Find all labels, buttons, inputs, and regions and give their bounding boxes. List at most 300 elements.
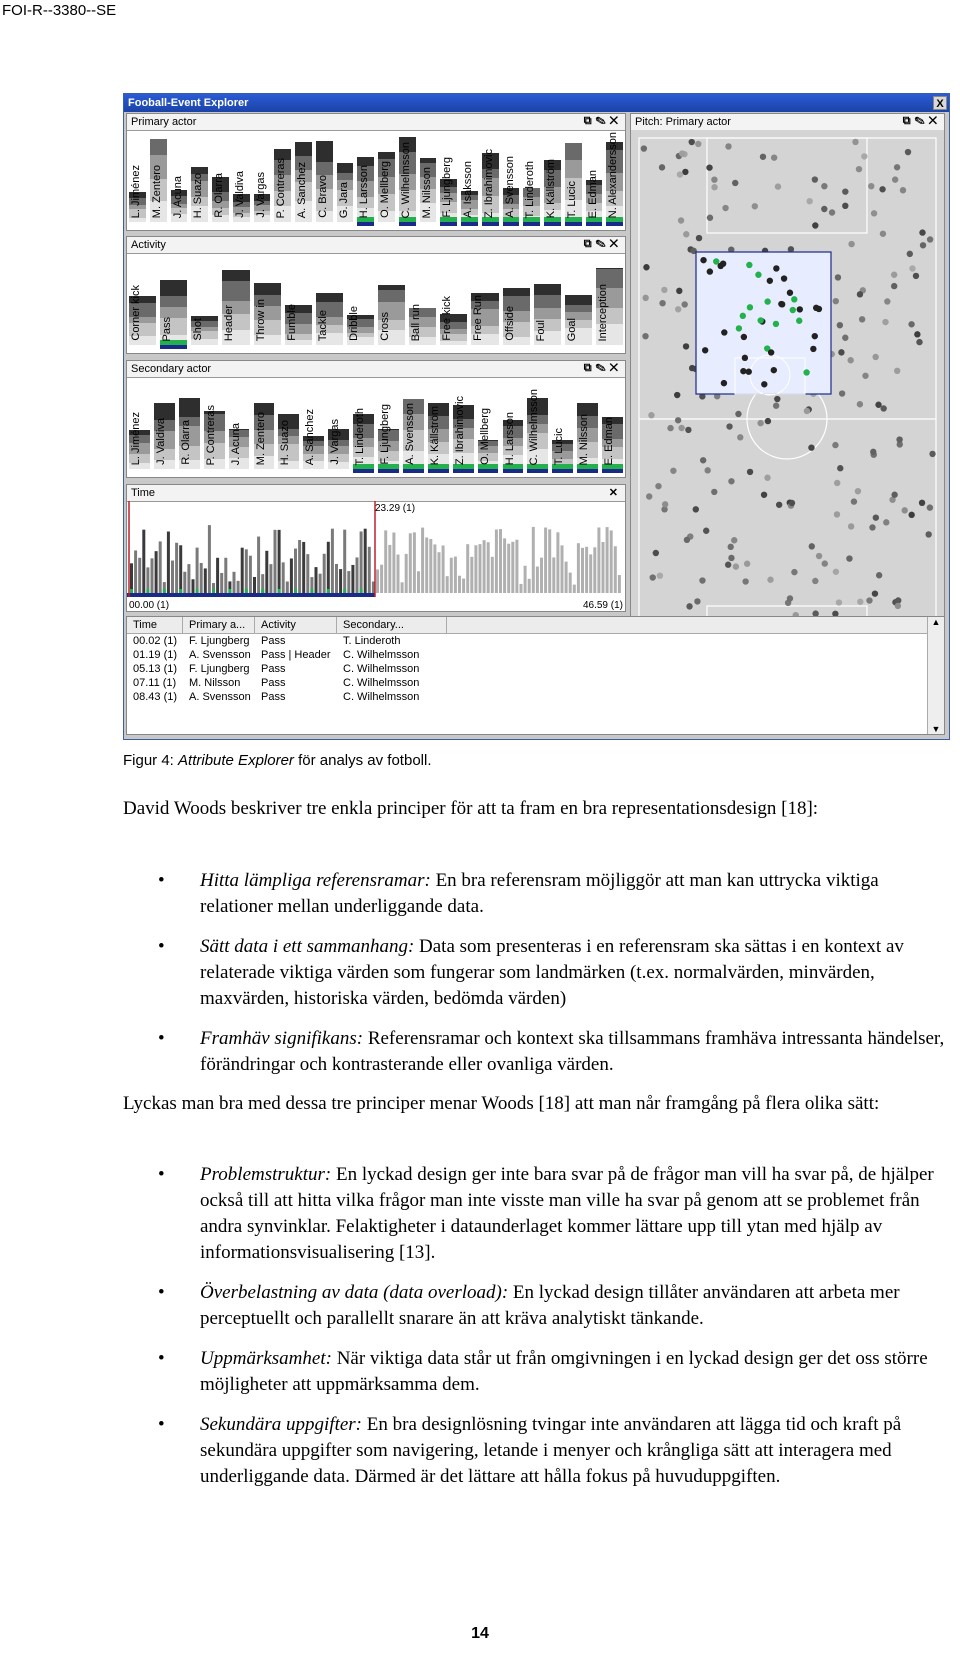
panel-controls[interactable]: ⧉✎✕: [902, 115, 941, 127]
event-dot: [872, 590, 878, 596]
cell-activity: Pass: [261, 677, 286, 689]
time-bar: [536, 567, 539, 593]
histogram-column[interactable]: [378, 379, 399, 473]
event-dot: [873, 514, 879, 520]
histogram-column[interactable]: [586, 132, 603, 226]
time-bar: [413, 532, 416, 593]
histogram-label: R. Olarra: [213, 173, 225, 218]
histogram-column[interactable]: [378, 132, 395, 226]
selection-bar: [378, 469, 399, 473]
time-bar: [171, 561, 174, 593]
histogram-label: A. Sanchez: [304, 408, 317, 465]
selected-event-dot: [812, 333, 818, 339]
event-dot: [875, 402, 881, 408]
histogram-column[interactable]: [602, 379, 623, 473]
histogram-label: Free kick: [441, 296, 454, 341]
event-dot: [711, 184, 717, 190]
primary-actor-histogram[interactable]: [127, 130, 625, 230]
histogram-column[interactable]: [403, 379, 424, 473]
histogram-segment: [565, 295, 592, 306]
bullet-text: När viktiga data står ut från omgivningen i en lyckad design ger det oss större möjligheter att uppmärksamma dem.: [200, 1348, 928, 1395]
event-dot: [728, 544, 734, 550]
selected-event-dot: [757, 317, 763, 323]
histogram-column[interactable]: [503, 379, 524, 473]
event-dot: [767, 577, 773, 583]
selected-event-dot: [764, 298, 770, 304]
event-dot: [925, 531, 931, 537]
histogram-label: Header: [223, 304, 236, 341]
column-header-secondary[interactable]: Secondary...: [337, 617, 447, 633]
app-window: [123, 93, 950, 740]
histogram-segment: [160, 296, 187, 306]
bullet-term: Uppmärksamhet:: [200, 1348, 332, 1369]
time-bar: [433, 544, 436, 593]
time-bar: [249, 556, 252, 593]
histogram-column[interactable]: [316, 255, 343, 349]
time-bar: [368, 547, 371, 593]
time-bar: [425, 538, 428, 593]
event-dot: [725, 562, 731, 568]
table-row[interactable]: [127, 648, 944, 662]
histogram-column[interactable]: [577, 379, 598, 473]
selection-bar: [440, 222, 457, 226]
bullet-term: Sätt data i ett sammanhang:: [200, 936, 415, 957]
event-dot: [907, 251, 913, 257]
time-histogram[interactable]: [127, 501, 625, 611]
histogram-label: Throw in: [254, 298, 267, 341]
histogram-column[interactable]: [440, 132, 457, 226]
selected-event-dot: [803, 369, 809, 375]
column-header-activity[interactable]: Activity: [255, 617, 337, 633]
histogram-column[interactable]: [523, 132, 540, 226]
histogram-label: J. Vargas: [254, 172, 267, 218]
cell-time: 08.43 (1): [133, 691, 178, 703]
event-dot: [895, 597, 901, 603]
time-bar: [380, 565, 383, 593]
histogram-label: Fumble: [285, 304, 298, 341]
table-row[interactable]: [127, 662, 944, 676]
selected-event-dot: [742, 355, 748, 361]
time-bar: [454, 557, 457, 593]
event-dot: [927, 236, 933, 242]
histogram-column[interactable]: [353, 379, 374, 473]
histogram-column[interactable]: [229, 379, 250, 473]
window-close-button[interactable]: X: [933, 96, 947, 110]
histogram-segment: [316, 141, 333, 162]
time-bar: [142, 530, 145, 593]
histogram-column[interactable]: [409, 255, 436, 349]
time-highlight: [212, 589, 215, 593]
event-dot: [882, 319, 888, 325]
time-bar: [175, 543, 178, 593]
histogram-column[interactable]: [222, 255, 249, 349]
event-dot: [642, 295, 648, 301]
time-bar: [257, 537, 260, 593]
event-dot: [700, 457, 706, 463]
bullet-term: Hitta lämpliga referensramar:: [200, 870, 431, 891]
event-dot: [847, 357, 853, 363]
histogram-column[interactable]: [606, 132, 623, 226]
selection-bar: [586, 222, 603, 226]
histogram-label: H. Larsson: [358, 164, 371, 218]
event-dot: [822, 560, 828, 566]
selected-event-dot: [773, 321, 779, 327]
time-bar: [610, 530, 613, 593]
bullet-term: Problemstruktur:: [200, 1164, 332, 1185]
event-dot: [684, 537, 690, 543]
time-bar: [556, 532, 559, 593]
cell-activity: Pass: [261, 691, 286, 703]
event-dot: [757, 420, 763, 426]
middle-paragraph: Lyckas man bra med dessa tre principer menar Woods [18] att man når framgång på flera olika sätt:: [123, 1093, 880, 1114]
event-dot: [842, 188, 848, 194]
histogram-column[interactable]: [254, 379, 275, 473]
histogram-column[interactable]: [191, 132, 208, 226]
event-dot: [839, 390, 845, 396]
histogram-label: L. Jiménez: [130, 164, 142, 218]
bullet-term: Överbelastning av data (data overload):: [200, 1282, 509, 1303]
selected-event-dot: [813, 305, 819, 311]
histogram-column[interactable]: [478, 379, 499, 473]
histogram-column[interactable]: [544, 132, 561, 226]
time-bar: [606, 527, 609, 593]
histogram-column[interactable]: [233, 132, 250, 226]
histogram-column[interactable]: [129, 132, 146, 226]
time-bar: [233, 572, 236, 593]
event-dot: [909, 265, 915, 271]
histogram-column[interactable]: [150, 132, 167, 226]
histogram-column[interactable]: [129, 255, 156, 349]
time-bar: [491, 557, 494, 593]
time-bar: [503, 538, 506, 593]
time-highlight: [261, 589, 264, 593]
histogram-label: T. Linderoth: [524, 160, 537, 218]
cell-time: 05.13 (1): [133, 663, 178, 675]
time-bar: [470, 557, 473, 593]
time-bar: [483, 540, 486, 593]
event-dot: [929, 451, 935, 457]
event-dot: [876, 572, 882, 578]
time-bar: [192, 579, 195, 593]
panel-controls[interactable]: ⧉✎✕: [583, 115, 622, 127]
event-dot: [857, 291, 863, 297]
histogram-label: C. Bravo: [316, 175, 329, 218]
secondary-actor-histogram[interactable]: [127, 377, 625, 477]
histogram-column[interactable]: [482, 132, 499, 226]
panel-controls[interactable]: ⧉✎✕: [583, 238, 622, 250]
time-bar: [130, 563, 133, 593]
event-dot: [776, 502, 782, 508]
time-bar: [278, 530, 281, 593]
event-dot: [914, 331, 920, 337]
event-dot: [732, 180, 738, 186]
event-dot: [812, 176, 818, 182]
histogram-label: R. Olarra: [179, 420, 192, 465]
time-bar: [183, 572, 186, 593]
histogram-column[interactable]: [461, 132, 478, 226]
histogram-column[interactable]: [160, 255, 187, 349]
histogram-column[interactable]: [552, 379, 573, 473]
histogram-column[interactable]: [191, 255, 218, 349]
principles-list: [158, 868, 948, 1092]
time-selection[interactable]: [127, 593, 375, 597]
selection-bar: [503, 469, 524, 473]
histogram-column[interactable]: [453, 379, 474, 473]
panel-title: Primary actor: [131, 116, 197, 128]
event-dot: [747, 469, 753, 475]
histogram-column[interactable]: [527, 379, 548, 473]
selected-event-dot: [761, 381, 767, 387]
time-bar: [331, 529, 334, 593]
selected-event-dot: [790, 307, 796, 313]
selected-event-dot: [741, 334, 747, 340]
table-scrollbar[interactable]: [927, 617, 944, 734]
table-row[interactable]: [127, 634, 944, 648]
list-item: • Framhäv signifikans: Referensramar och kontext ska tillsammans framhäva intressanta händelser, förändringar och kontrasterande eller ovanliga värden.: [158, 1028, 945, 1075]
time-bar: [614, 546, 617, 593]
time-bar: [458, 576, 461, 593]
time-bar: [417, 571, 420, 593]
figure-caption: [123, 752, 432, 769]
time-bar: [196, 548, 199, 593]
histogram-column[interactable]: [212, 132, 229, 226]
table-row[interactable]: [127, 676, 944, 690]
event-dot: [706, 164, 712, 170]
caption-suffix: för analys av fotboll.: [293, 752, 432, 769]
time-bar: [294, 549, 297, 593]
histogram-column[interactable]: [565, 255, 592, 349]
time-bar: [421, 528, 424, 593]
selected-event-dot: [747, 304, 753, 310]
histogram-column[interactable]: [420, 132, 437, 226]
time-bar: [290, 558, 293, 593]
histogram-column[interactable]: [254, 132, 271, 226]
histogram-column[interactable]: [565, 132, 582, 226]
selected-event-dot: [771, 367, 777, 373]
histogram-column[interactable]: [278, 379, 299, 473]
event-dot: [683, 343, 689, 349]
histogram-column[interactable]: [254, 255, 281, 349]
histogram-label: Offside: [503, 306, 516, 341]
cell-time: 00.02 (1): [133, 635, 178, 647]
panel-title: Time: [131, 487, 156, 499]
primary-actor-panel: [126, 113, 626, 231]
histogram-label: M. Zentero: [254, 411, 267, 465]
panel-close[interactable]: ✕: [608, 487, 622, 499]
list-item: • Problemstruktur: En lyckad design ger inte bara svar på de frågor man vill ha svar på, de hjälper också till att hitta vilka frågor man inte visste man ville ha svar på genom att se problemet från andra synvinklar. Felaktigheter i dataunderlaget kommer lättare upp till ytan med hjälp av informationsvisualisering [13].: [158, 1164, 934, 1263]
histogram-segment: [378, 290, 405, 302]
histogram-column[interactable]: [316, 132, 333, 226]
time-bar: [306, 554, 309, 593]
histogram-label: Z. Ibrahimovic: [453, 395, 466, 465]
histogram-column[interactable]: [295, 132, 312, 226]
time-bar: [581, 548, 584, 593]
time-bar: [573, 585, 576, 593]
event-dot: [913, 273, 919, 279]
time-bar: [376, 569, 379, 593]
histogram-column[interactable]: [129, 379, 150, 473]
time-highlight: [146, 589, 149, 593]
bullet-text: En bra designlösning tvingar inte användaren att lägga tid och kraft på sekundära uppgifter som navigering, letande i menyer och krångliga sätt att interagera med underliggande data. Därmed är det lättare att hålla fokus på huvuduppgiften.: [200, 1414, 902, 1487]
list-item: • Sätt data i ett sammanhang: Data som presenteras i en referensram ska sättas i en kontext av relaterade viktiga värden som fungerar som landmärken (t.ex. normalvärden, minvärden, maxvärden, historiska värden, bedömda värden): [158, 936, 904, 1009]
cell-primary: F. Ljungberg: [189, 635, 250, 647]
cell-secondary: T. Linderoth: [343, 635, 401, 647]
time-bar: [429, 539, 432, 593]
histogram-column[interactable]: [503, 255, 530, 349]
event-dot: [927, 504, 933, 510]
table-row[interactable]: [127, 690, 944, 704]
histogram-column[interactable]: [204, 379, 225, 473]
event-dot: [833, 569, 839, 575]
event-dot: [806, 198, 812, 204]
event-dot: [821, 183, 827, 189]
time-bar: [253, 577, 256, 593]
benefits-list: [158, 1162, 948, 1504]
selection-bar: [453, 469, 474, 473]
scroll-down-icon[interactable]: ▼: [931, 724, 941, 734]
event-dot: [829, 209, 835, 215]
histogram-label: H. Suazo: [192, 172, 205, 218]
histogram-label: J. Valdiva: [154, 418, 167, 465]
event-dot: [832, 442, 838, 448]
histogram-column[interactable]: [428, 379, 449, 473]
bullet-text: Data som presenteras i en referensram ska sättas i en kontext av relaterade viktiga värden som fungerar som landmärken (t.ex. normalvärden, minvärden, maxvärden, historiska värden, bedömda värden): [200, 936, 904, 1009]
time-highlight: [228, 589, 231, 593]
time-bar: [315, 567, 318, 593]
scroll-up-icon[interactable]: ▲: [931, 617, 941, 627]
time-highlight: [163, 589, 166, 593]
histogram-column[interactable]: [274, 132, 291, 226]
histogram-column[interactable]: [171, 132, 188, 226]
histogram-label: O. Mellberg: [478, 408, 491, 465]
window-title: Fooball-Event Explorer: [128, 97, 249, 109]
histogram-column[interactable]: [596, 255, 623, 349]
histogram-segment: [534, 295, 561, 308]
event-dot: [895, 603, 901, 609]
event-dot: [689, 139, 695, 145]
cell-secondary: C. Wilhelmsson: [343, 677, 420, 689]
time-bar: [569, 573, 572, 593]
histogram-column[interactable]: [357, 132, 374, 226]
histogram-segment: [565, 143, 582, 160]
event-dot: [693, 506, 699, 512]
histogram-label: A. Svensson: [503, 156, 516, 218]
event-dot: [711, 489, 717, 495]
selected-event-dot: [791, 296, 797, 302]
time-bar: [602, 542, 605, 593]
event-dot: [905, 149, 911, 155]
histogram-column[interactable]: [440, 255, 467, 349]
histogram-label: M. Nilsson: [578, 413, 591, 465]
histogram-column[interactable]: [179, 379, 200, 473]
selected-event-dot: [700, 257, 706, 263]
histogram-segment: [222, 270, 249, 280]
event-dot: [821, 206, 827, 212]
time-bar: [224, 558, 227, 593]
histogram-column[interactable]: [328, 379, 349, 473]
event-dot: [919, 500, 925, 506]
event-dot: [894, 368, 900, 374]
time-bar: [343, 530, 346, 593]
event-dot: [711, 176, 717, 182]
histogram-column[interactable]: [154, 379, 175, 473]
event-dot: [670, 468, 676, 474]
selection-bar: [160, 345, 187, 349]
histogram-column[interactable]: [503, 132, 520, 226]
time-bar: [351, 565, 354, 593]
histogram-column[interactable]: [534, 255, 561, 349]
histogram-column[interactable]: [303, 379, 324, 473]
histogram-label: Tackle: [316, 309, 329, 341]
selection-bar: [353, 469, 374, 473]
selected-event-dot: [810, 346, 816, 352]
histogram-column[interactable]: [471, 255, 498, 349]
histogram-column[interactable]: [378, 255, 405, 349]
time-bar: [397, 555, 400, 593]
panel-controls[interactable]: ⧉✎✕: [583, 362, 622, 374]
event-dot: [791, 569, 797, 575]
histogram-column[interactable]: [399, 132, 416, 226]
event-dot: [880, 231, 886, 237]
table-header: [127, 617, 944, 634]
event-dot: [837, 465, 843, 471]
column-header-time[interactable]: Time: [127, 617, 183, 633]
selected-event-dot: [707, 268, 713, 274]
histogram-label: Pass: [161, 316, 174, 341]
histogram-column[interactable]: [285, 255, 312, 349]
selection-bar: [544, 222, 561, 226]
time-bar: [409, 533, 412, 593]
selection-bar: [577, 469, 598, 473]
time-panel: [126, 484, 626, 612]
event-dot: [884, 298, 890, 304]
time-marker-label: 23.29 (1): [375, 503, 416, 514]
event-dot: [842, 203, 848, 209]
selected-event-dot: [746, 262, 752, 268]
event-dot: [851, 498, 857, 504]
histogram-label: J. Acuna: [229, 422, 242, 465]
time-bar: [487, 542, 490, 593]
event-dot: [662, 501, 668, 507]
time-bar: [187, 564, 190, 593]
secondary-actor-panel: [126, 360, 626, 478]
selection-bar: [428, 469, 449, 473]
activity-histogram[interactable]: [127, 253, 625, 353]
event-dot: [726, 423, 732, 429]
cell-activity: Pass: [261, 663, 286, 675]
column-header-primary[interactable]: Primary a...: [183, 617, 255, 633]
time-bar: [335, 564, 338, 593]
time-bar: [532, 527, 535, 593]
time-bar: [577, 543, 580, 593]
histogram-label: Shot: [192, 318, 205, 341]
time-bar: [544, 528, 547, 593]
histogram-column[interactable]: [347, 255, 374, 349]
event-dot: [896, 436, 902, 442]
event-dot: [699, 577, 705, 583]
cell-secondary: C. Wilhelmsson: [343, 663, 420, 675]
histogram-label: L. Jiménez: [130, 411, 142, 465]
histogram-label: F. Ljungberg: [441, 157, 454, 218]
selection-bar: [461, 222, 478, 226]
event-dot: [869, 524, 875, 530]
time-bar: [216, 558, 219, 593]
event-dot: [722, 205, 728, 211]
event-dot: [868, 183, 874, 189]
histogram-column[interactable]: [337, 132, 354, 226]
event-dot: [661, 287, 667, 293]
time-highlight: [343, 589, 346, 593]
